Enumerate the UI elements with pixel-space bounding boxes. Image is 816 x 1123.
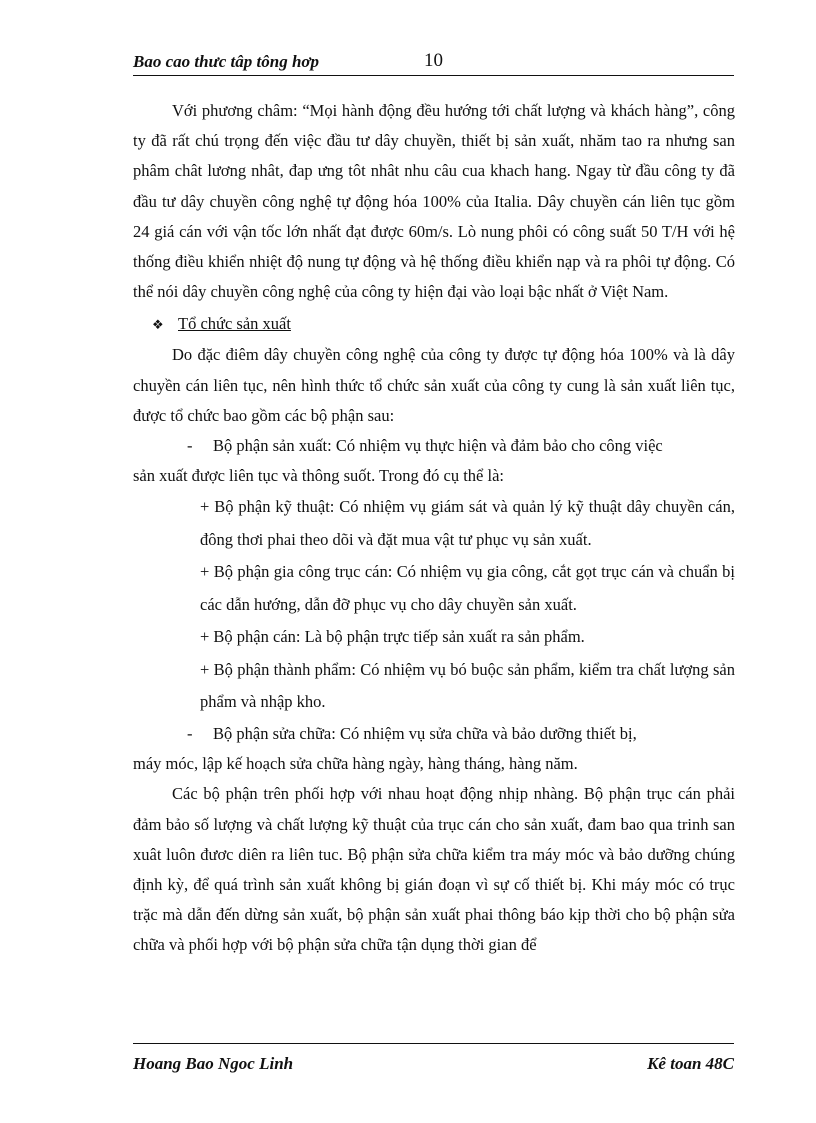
header-rule — [133, 75, 734, 76]
page-number: 10 — [424, 50, 443, 71]
dash-item-repair — [133, 719, 735, 749]
dash-item-text: Bộ phận sản xuất: Có nhiệm vụ thực hiện và đảm bảo cho công việc — [213, 436, 663, 456]
dash-item-continuation: máy móc, lập kế hoạch sửa chữa hàng ngày, hàng tháng, hàng năm. — [133, 754, 578, 774]
sub-item-finished-goods: + Bộ phận thành phẩm: Có nhiệm vụ bó buộc sản phẩm, kiểm tra chất lượng sản phẩm và nhập kho. — [200, 659, 735, 712]
sub-item-technical: + Bộ phận kỹ thuật: Có nhiệm vụ giám sát và quản lý kỹ thuật dây chuyền cán, đông thơi phai theo dõi và đặt mua vật tư phục vụ sản xuất. — [200, 497, 735, 549]
dash-item-text: Bộ phận sửa chữa: Có nhiệm vụ sửa chữa và bảo dưỡng thiết bị, — [213, 723, 637, 743]
page-body — [133, 96, 735, 961]
report-title: Bao cao thưc tâp tông hơp — [133, 52, 320, 71]
sub-item-rolling: + Bộ phận cán: Là bộ phận trực tiếp sản xuất ra sản phẩm. — [200, 627, 585, 647]
page-footer — [133, 1043, 734, 1080]
paragraph-motto: Với phương châm: “Mọi hành động đều hướng tới chất lượng và khách hàng”, công ty đã rất chú trọng đến việc đầu tư dây chuyền, thiết bị sản xuất, nhăm tao ra nhưng san phâm chât lương nhât, đap ưng tôt nhât nhu câu cua khach hang. Ngay từ đầu công ty đã đầu tư dây chuyền công nghệ tự động hóa 100% của Italia. Dây chuyền cán liên tục gồm 24 giá cán với vận tốc lớn nhất đạt được 60m/s. Lò nung phôi có công suất 50 T/H với hệ thống điều khiển nhiệt độ nung tự động và hệ thống điều khiển nạp và ra phôi tự động. Có thể nói dây chuyền công nghệ của công ty hiện đại vào loại bậc nhất ở Việt Nam. — [133, 101, 735, 302]
author-name: Hoang Bao Ngoc Linh — [133, 1054, 294, 1073]
section-heading-text: Tổ chức sản xuất — [178, 314, 291, 334]
dash-item-production — [133, 431, 735, 461]
page-header — [133, 50, 734, 76]
diamond-bullet-icon: ❖ — [152, 317, 164, 333]
paragraph-coordination: Các bộ phận trên phối hợp với nhau hoạt động nhịp nhàng. Bộ phận trục cán phải đảm bảo số lượng và chất lượng kỹ thuật của trục cán cho sản xuất, đam bao qua trinh san xuât luôn đươc diên ra liên tuc. Bộ phận sửa chữa kiểm tra máy móc và bảo dưỡng chúng định kỳ, để quá trình sản xuất không bị gián đoạn vì sự cố thiết bị. Khi máy móc có trục trặc mà dẫn đến dừng sản xuất, bộ phận sản xuất phai thông báo kịp thời cho bộ phận sửa chữa và phối hợp với bộ phận sửa chữa tận dụng thời gian để — [133, 784, 735, 955]
class-label: Kê toan 48C — [647, 1054, 734, 1073]
dash-item-continuation: sản xuất được liên tục và thông suốt. Trong đó cụ thể là: — [133, 466, 505, 486]
dash-marker: - — [187, 436, 193, 456]
paragraph-organization: Do đặc điêm dây chuyền công nghệ của công ty được tự động hóa 100% và là dây chuyền cán liên tục, nên hình thức tổ chức sản xuất của công ty cung là sản xuất liên tục, được tổ chức bao gồm các bộ phận sau: — [133, 345, 735, 425]
sub-item-roll-machining: + Bộ phận gia công trục cán: Có nhiệm vụ gia công, cắt gọt trục cán và chuẩn bị các dẫn hướng, dẫn đỡ phục vụ cho dây chuyền sản xuất. — [200, 562, 735, 614]
section-heading — [133, 309, 735, 340]
dash-marker: - — [187, 723, 193, 743]
